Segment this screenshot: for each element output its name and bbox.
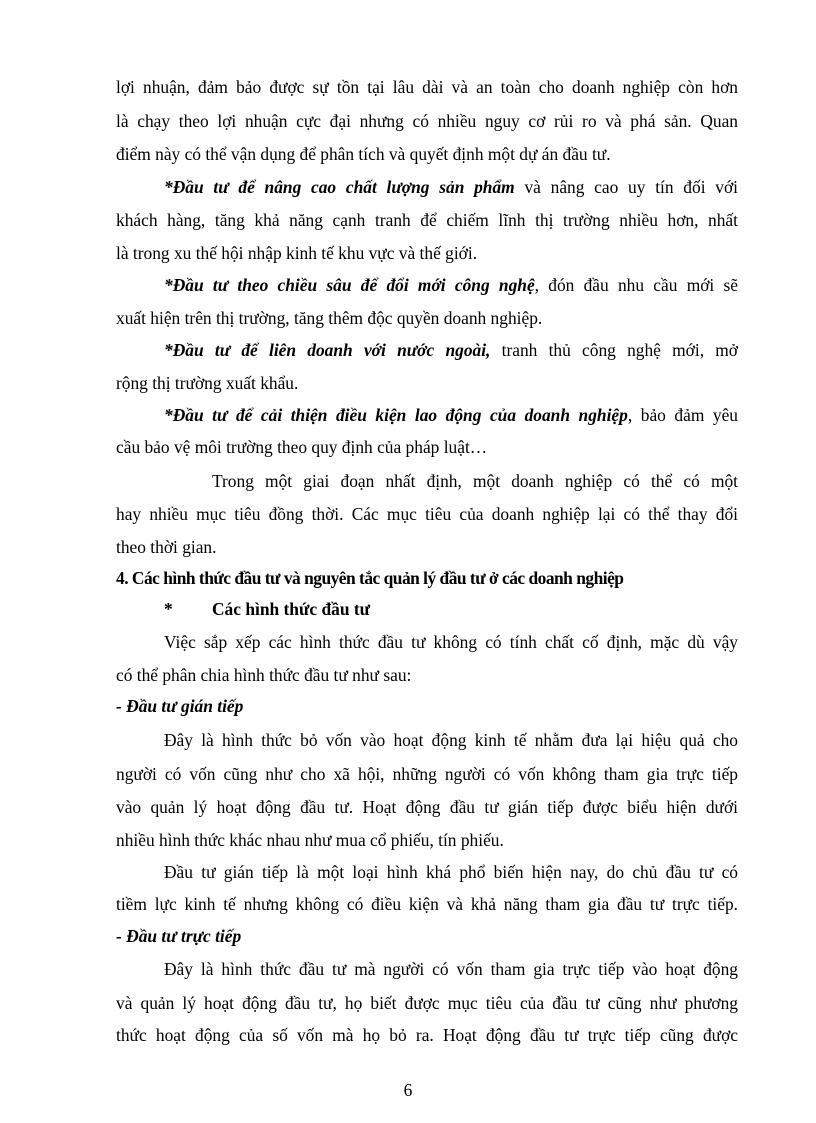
paragraph-line: là trong xu thế hội nhập kinh tế khu vực và thế giới. xyxy=(116,243,478,263)
paragraph-line: Đầu tư gián tiếp là một loại hình khá phổ biến hiện nay, do chủ đầu tư có xyxy=(164,862,738,882)
paragraph-text: , đón đầu nhu cầu mới sẽ xyxy=(534,275,738,295)
paragraph-line: cầu bảo vệ môi trường theo quy định của pháp luật… xyxy=(116,437,488,457)
emphasis-text: *Đầu tư để liên doanh với nước ngoài, xyxy=(164,340,491,360)
page-number: 6 xyxy=(403,1080,413,1100)
paragraph-line: hay nhiều mục tiêu đồng thời. Các mục tiêu của doanh nghiệp lại có thể thay đổi xyxy=(116,504,738,524)
emphasis-line xyxy=(164,403,738,427)
paragraph-line: có thể phân chia hình thức đầu tư như sau: xyxy=(116,665,412,685)
paragraph-text: , bảo đảm yêu xyxy=(627,405,738,425)
bullet-marker: * xyxy=(164,599,173,619)
paragraph-line: rộng thị trường xuất khẩu. xyxy=(116,373,299,393)
paragraph-line: lợi nhuận, đảm bảo được sự tồn tại lâu dài và an toàn cho doanh nghiệp còn hơn xyxy=(116,77,738,97)
paragraph-line: vào quản lý hoạt động đầu tư. Hoạt động đầu tư gián tiếp được biểu hiện dưới xyxy=(116,797,738,817)
paragraph-line: theo thời gian. xyxy=(116,537,217,557)
paragraph-line: xuất hiện trên thị trường, tăng thêm độc quyền doanh nghiệp. xyxy=(116,308,543,328)
paragraph-line: khách hàng, tăng khả năng cạnh tranh để chiếm lĩnh thị trường nhiều hơn, nhất xyxy=(116,210,738,230)
paragraph-line: Đây là hình thức đầu tư mà người có vốn tham gia trực tiếp vào hoạt động xyxy=(164,959,738,979)
paragraph-text: tranh thủ công nghệ mới, mở xyxy=(490,340,738,360)
emphasis-line xyxy=(164,338,738,362)
emphasis-line xyxy=(164,175,738,199)
emphasis-text: *Đầu tư để cải thiện điều kiện lao động của doanh nghiệp xyxy=(164,405,628,425)
paragraph-line: người có vốn cũng như cho xã hội, những người có vốn không tham gia trực tiếp xyxy=(116,764,738,784)
section-heading: 4. Các hình thức đầu tư và nguyên tắc quản lý đầu tư ở các doanh nghiệp xyxy=(116,568,624,588)
emphasis-line xyxy=(164,273,738,297)
paragraph-line: Đây là hình thức bỏ vốn vào hoạt động kinh tế nhằm đưa lại hiệu quả cho xyxy=(164,730,738,750)
paragraph-line: Việc sắp xếp các hình thức đầu tư không có tính chất cố định, mặc dù vậy xyxy=(164,632,738,652)
emphasis-text: *Đầu tư để nâng cao chất lượng sản phẩm xyxy=(164,177,515,197)
subsection-heading: Các hình thức đầu tư xyxy=(212,599,371,619)
paragraph-line: điểm này có thể vận dụng để phân tích và quyết định một dự án đầu tư. xyxy=(116,144,611,164)
paragraph-line: tiềm lực kinh tế nhưng không có điều kiện và khả năng tham gia đầu tư trực tiếp. xyxy=(116,894,738,914)
emphasis-text: *Đầu tư theo chiều sâu để đổi mới công nghệ xyxy=(164,275,535,295)
paragraph-line: Trong một giai đoạn nhất định, một doanh nghiệp có thể có một xyxy=(212,471,738,491)
paragraph-line: thức hoạt động của số vốn mà họ bỏ ra. Hoạt động đầu tư trực tiếp cũng được xyxy=(116,1025,738,1045)
subheading-direct: - Đầu tư trực tiếp xyxy=(116,926,242,946)
paragraph-line: nhiều hình thức khác nhau như mua cổ phiếu, tín phiếu. xyxy=(116,830,504,850)
paragraph-line: và quản lý hoạt động đầu tư, họ biết được mục tiêu của đầu tư cũng như phương xyxy=(116,993,738,1013)
paragraph-text: và nâng cao uy tín đối với xyxy=(514,177,738,197)
subheading-indirect: - Đầu tư gián tiếp xyxy=(116,696,244,716)
paragraph-line: là chạy theo lợi nhuận cực đại nhưng có nhiều nguy cơ rủi ro và phá sản. Quan xyxy=(116,111,738,131)
